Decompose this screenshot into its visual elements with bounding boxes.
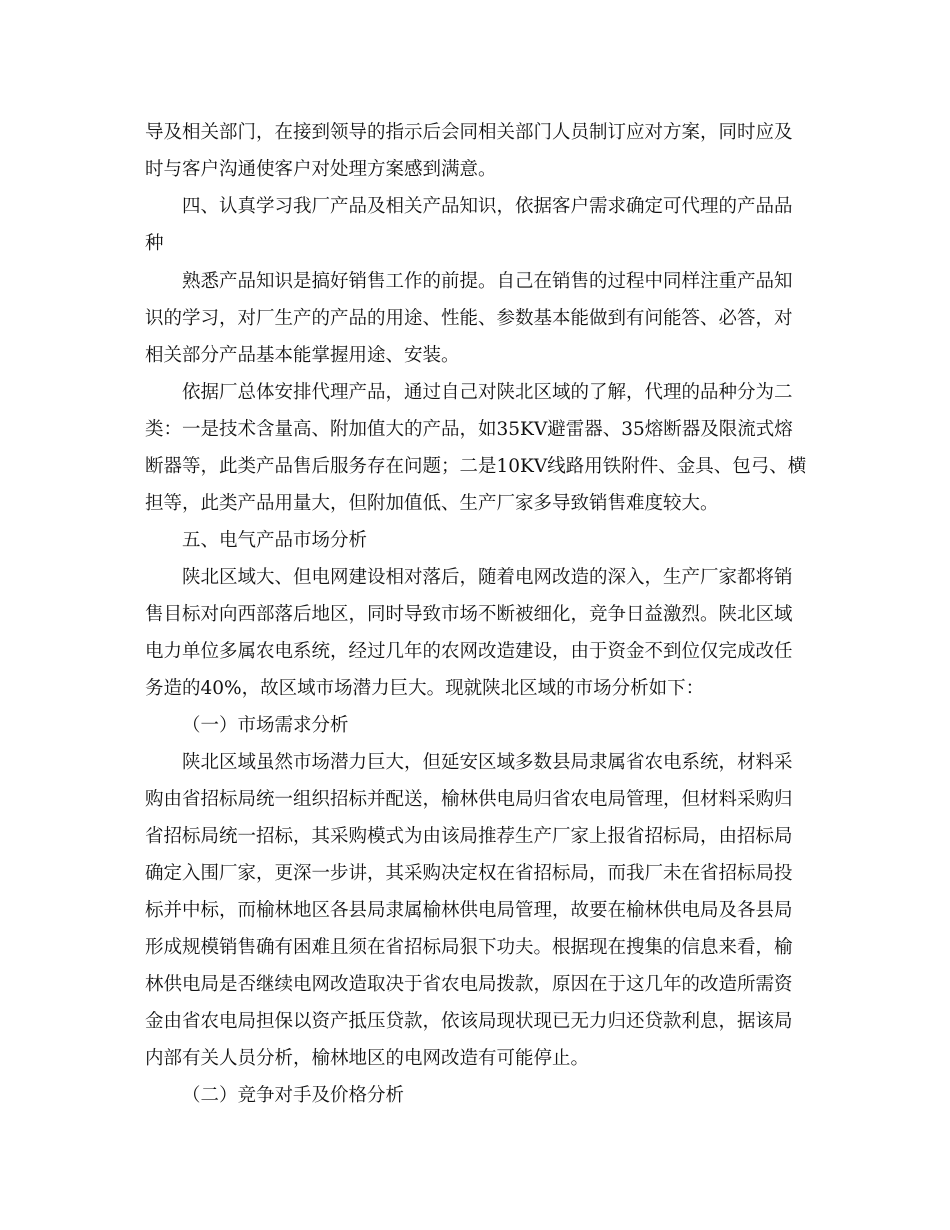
paragraph-line: 导及相关部门，在接到领导的指示后会同相关部门人员制订应对方案，同时应及 <box>145 122 793 143</box>
paragraph-line: 熟悉产品知识是搞好销售工作的前提。自己在销售的过程中同样注重产品知 <box>182 271 793 292</box>
paragraph-line: 林供电局是否继续电网改造取决于省农电局拨款，原因在于这几年的改造所需资 <box>145 974 793 995</box>
paragraph-line: 识的学习，对厂生产的产品的用途、性能、参数基本能做到有问能答、必答，对 <box>145 308 793 329</box>
paragraph-line: 售目标对向西部落后地区，同时导致市场不断被细化，竞争日益激烈。陕北区域 <box>145 604 793 625</box>
paragraph-line: 省招标局统一招标，其采购模式为由该局推荐生产厂家上报省招标局，由招标局 <box>145 826 793 847</box>
section-heading-line: 种 <box>145 233 164 254</box>
paragraph-line: 担等，此类产品用量大，但附加值低、生产厂家多导致销售难度较大。 <box>145 493 719 514</box>
paragraph-line: 类：一是技术含量高、附加值大的产品，如35KV避雷器、35熔断器及限流式熔 <box>145 419 793 440</box>
paragraph-line: 务造的40%，故区域市场潜力巨大。现就陕北区域的市场分析如下： <box>145 678 705 699</box>
paragraph-line: 陕北区域大、但电网建设相对落后，随着电网改造的深入，生产厂家都将销 <box>182 567 793 588</box>
paragraph-line: 内部有关人员分析，榆林地区的电网改造有可能停止。 <box>145 1048 590 1069</box>
paragraph-line: 确定入围厂家，更深一步讲，其采购决定权在省招标局，而我厂未在省招标局投 <box>145 863 793 884</box>
paragraph-line: 电力单位多属农电系统，经过几年的农网改造建设，由于资金不到位仅完成改任 <box>145 641 793 662</box>
paragraph-line: 标并中标，而榆林地区各县局隶属榆林供电局管理，故要在榆林供电局及各县局 <box>145 900 793 921</box>
section-heading-line: 四、认真学习我厂产品及相关产品知识，依据客户需求确定可代理的产品品 <box>182 196 793 217</box>
paragraph-line: 形成规模销售确有困难且须在省招标局狠下功夫。根据现在搜集的信息来看，榆 <box>145 937 793 958</box>
paragraph-line: 相关部分产品基本能掌握用途、安装。 <box>145 345 460 366</box>
paragraph-line: 断器等，此类产品售后服务存在问题；二是10KV线路用铁附件、金具、包弓、横 <box>145 456 807 477</box>
paragraph-line: 依据厂总体安排代理产品，通过自己对陕北区域的了解，代理的品种分为二 <box>182 382 793 403</box>
section-heading-line: 五、电气产品市场分析 <box>182 530 368 551</box>
paragraph-line: 金由省农电局担保以资产抵压贷款，依该局现状现已无力归还贷款利息，据该局 <box>145 1011 793 1032</box>
paragraph-line: 购由省招标局统一组织招标并配送，榆林供电局归省农电局管理，但材料采购归 <box>145 789 793 810</box>
paragraph-line: 陕北区域虽然市场潜力巨大，但延安区域多数县局隶属省农电系统，材料采 <box>182 752 793 773</box>
subsection-heading-line: （二）竞争对手及价格分析 <box>182 1085 405 1106</box>
paragraph-line: 时与客户沟通使客户对处理方案感到满意。 <box>145 159 497 180</box>
subsection-heading-line: （一）市场需求分析 <box>182 715 349 736</box>
